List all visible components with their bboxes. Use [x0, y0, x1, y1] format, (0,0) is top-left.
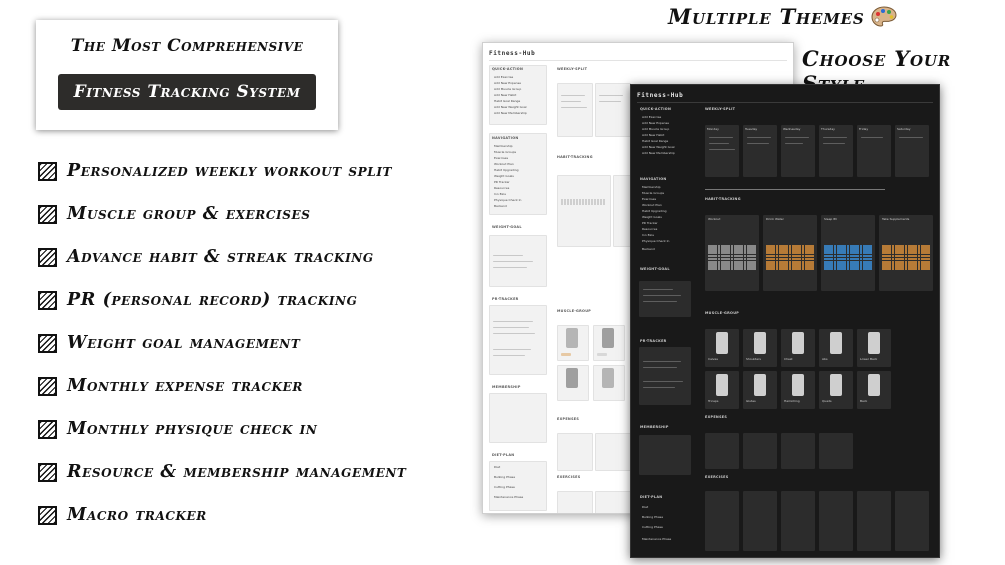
habit-cell[interactable]	[734, 267, 737, 270]
weekday-card	[857, 125, 891, 177]
habit-cell[interactable]	[708, 267, 711, 270]
habit-cell[interactable]	[927, 267, 930, 270]
habit-cell[interactable]	[840, 267, 843, 270]
habit-cell[interactable]	[782, 267, 785, 270]
nav-item[interactable]: Exercises	[642, 197, 657, 201]
habit-cell[interactable]	[898, 267, 901, 270]
habit-streak-grid	[766, 245, 814, 270]
habit-cell[interactable]	[776, 267, 779, 270]
expense-card	[819, 433, 853, 469]
section-title: WEEKLY-SPLIT	[705, 107, 736, 111]
muscle-label: Back	[860, 399, 868, 403]
weekday-card	[557, 83, 593, 137]
weekday-label: Saturday	[897, 127, 911, 131]
habit-cell[interactable]	[863, 267, 866, 270]
habit-cell[interactable]	[837, 267, 840, 270]
sidebar-section-title: QUICK-ACTION	[492, 67, 524, 71]
habit-cell[interactable]	[808, 267, 811, 270]
nav-item[interactable]: Resources	[642, 227, 658, 231]
checkbox-icon	[38, 377, 57, 396]
habit-streak-grid	[882, 245, 930, 270]
exercise-card	[705, 491, 739, 551]
diet-item[interactable]: Maintenance Phase	[642, 537, 672, 541]
exercise-card	[743, 491, 777, 551]
divider	[705, 189, 885, 190]
nav-item[interactable]: PR Tracker	[494, 180, 510, 184]
habit-cell[interactable]	[740, 267, 743, 270]
habit-cell[interactable]	[901, 267, 904, 270]
habit-cell[interactable]	[727, 267, 730, 270]
nav-item[interactable]: Physique Check In	[642, 239, 670, 243]
habit-cell[interactable]	[795, 267, 798, 270]
sidebar-section-title: NAVIGATION	[640, 177, 667, 181]
quick-action-item[interactable]: Add New Expense	[642, 121, 669, 125]
diet-item[interactable]: Cutting Phase	[494, 485, 515, 489]
quick-action-item[interactable]: Add Muscle Group	[642, 127, 670, 131]
diet-item[interactable]: Bulking Phase	[494, 475, 516, 479]
body-figure-icon	[716, 374, 728, 396]
feature-label: Resource & membership management	[67, 462, 407, 482]
habit-cell[interactable]	[885, 267, 888, 270]
habit-label: Sleep 8h	[824, 217, 838, 221]
feature-item	[38, 159, 392, 183]
weekday-card	[705, 125, 739, 177]
checkbox-icon	[38, 463, 57, 482]
body-figure-icon	[830, 332, 842, 354]
checkbox-icon	[38, 506, 57, 525]
tag	[597, 353, 607, 356]
habit-cell[interactable]	[750, 267, 753, 270]
pr-tracker-card	[489, 305, 547, 375]
section-title: WEEKLY-SPLIT	[557, 67, 588, 71]
body-figure-icon	[830, 374, 842, 396]
nav-item[interactable]: Resources	[494, 186, 510, 190]
nav-item[interactable]: Workout Plan	[642, 203, 662, 207]
checkbox-icon	[38, 334, 57, 353]
nav-item[interactable]: Backend	[642, 247, 655, 251]
themes-heading-text: Multiple Themes	[668, 4, 865, 29]
diet-item[interactable]: Bulking Phase	[642, 515, 664, 519]
sidebar-section-title: MEMBERSHIP	[492, 385, 521, 389]
habit-cell[interactable]	[769, 267, 772, 270]
nav-item[interactable]: Weight Goals	[642, 215, 662, 219]
diet-item[interactable]: Diet	[494, 465, 501, 469]
exercise-card	[595, 491, 631, 514]
habit-cell[interactable]	[830, 267, 833, 270]
muscle-label: Abs	[822, 357, 828, 361]
weekday-label: Monday	[707, 127, 719, 131]
quick-action-item[interactable]: Add New Membership	[494, 111, 527, 115]
body-figure-icon	[868, 374, 880, 396]
nav-item[interactable]: PR Tracker	[642, 221, 658, 225]
section-title: EXPENSES	[705, 415, 728, 419]
habit-cell[interactable]	[744, 267, 747, 270]
weekday-card	[895, 125, 929, 177]
sidebar-section-title: PR-TRACKER	[492, 297, 519, 301]
habit-cell[interactable]	[918, 267, 921, 270]
body-figure-icon	[602, 328, 614, 348]
section-title: EXPENSES	[557, 417, 580, 421]
habit-cell[interactable]	[895, 267, 898, 270]
habit-cell[interactable]	[711, 267, 714, 270]
exercise-card	[781, 491, 815, 551]
nav-item[interactable]: Inn Bios	[642, 233, 654, 237]
section-title: MUSCLE-GROUP	[557, 309, 592, 313]
habit-cell[interactable]	[834, 267, 837, 270]
body-figure-icon	[792, 374, 804, 396]
habit-streak-grid	[561, 199, 605, 205]
nav-item[interactable]: Inn Bios	[494, 192, 506, 196]
membership-card	[489, 393, 547, 443]
nav-item[interactable]: Membership	[494, 144, 513, 148]
exercise-card	[857, 491, 891, 551]
body-figure-icon	[566, 368, 578, 388]
feature-label: Muscle group & exercises	[67, 204, 311, 224]
feature-label: Personalized weekly workout split	[67, 161, 393, 181]
weekday-card	[819, 125, 853, 177]
expense-card	[595, 433, 631, 471]
habit-cell[interactable]	[911, 267, 914, 270]
muscle-label: Quads	[822, 399, 832, 403]
muscle-label: Calves	[708, 357, 718, 361]
habit-cell[interactable]	[811, 267, 814, 270]
quick-action-item[interactable]: Habit Goal Range	[642, 139, 669, 143]
nav-item[interactable]: Weight Goals	[494, 174, 514, 178]
muscle-label: Glutes	[746, 399, 756, 403]
quick-action-item[interactable]: Add Muscle Group	[494, 87, 522, 91]
feature-item	[38, 374, 303, 398]
quick-action-item[interactable]: Add New Habit	[494, 93, 517, 97]
section-title: HABIT-TRACKING	[557, 155, 593, 159]
habit-cell[interactable]	[802, 267, 805, 270]
app-title: Fitness-Hub	[489, 50, 536, 57]
divider	[489, 60, 787, 61]
habit-cell[interactable]	[805, 267, 808, 270]
palette-icon	[871, 6, 897, 28]
feature-item	[38, 417, 317, 441]
quick-action-item[interactable]: Add New Membership	[642, 151, 675, 155]
muscle-label: Shoulders	[746, 357, 761, 361]
muscle-label: Hamstring	[784, 399, 800, 403]
checkbox-icon	[38, 205, 57, 224]
habit-cell[interactable]	[888, 267, 891, 270]
habit-cell[interactable]	[724, 267, 727, 270]
section-title: EXERCISES	[557, 475, 581, 479]
expense-card	[705, 433, 739, 469]
section-title: MUSCLE-GROUP	[705, 311, 740, 315]
pr-tracker-card	[639, 347, 691, 405]
body-figure-icon	[716, 332, 728, 354]
habit-cell[interactable]	[798, 267, 801, 270]
weekday-label: Friday	[859, 127, 869, 131]
headline-badge: Fitness Tracking System	[58, 74, 316, 110]
nav-item[interactable]: Habit Upgrading	[642, 209, 667, 213]
sidebar-section-title: DIET-PLAN	[640, 495, 663, 499]
sidebar-section-title: WEIGHT-GOAL	[492, 225, 522, 229]
quick-action-item[interactable]: Add New Weight Goal	[642, 145, 675, 149]
checkbox-icon	[38, 291, 57, 310]
sidebar-section-title: NAVIGATION	[492, 136, 519, 140]
habit-streak-grid	[824, 245, 872, 270]
sidebar-section-title: PR-TRACKER	[640, 339, 667, 343]
feature-item	[38, 288, 357, 312]
weekday-card	[743, 125, 777, 177]
habit-cell[interactable]	[843, 267, 846, 270]
habit-cell[interactable]	[779, 267, 782, 270]
checkbox-icon	[38, 162, 57, 181]
sidebar-section-title: DIET-PLAN	[492, 453, 515, 457]
habit-label: Workout	[708, 217, 721, 221]
exercise-card	[895, 491, 929, 551]
habit-cell[interactable]	[869, 267, 872, 270]
choose-style-heading: Choose Your	[802, 46, 952, 71]
muscle-label: Triceps	[708, 399, 719, 403]
quick-action-item[interactable]: Add Exercise	[642, 115, 662, 119]
habit-cell[interactable]	[753, 267, 756, 270]
checkbox-icon	[38, 248, 57, 267]
habit-cell[interactable]	[737, 267, 740, 270]
feature-label: Advance habit & streak tracking	[67, 247, 374, 267]
feature-label: PR (personal record) tracking	[67, 290, 358, 310]
weekday-card	[781, 125, 815, 177]
nav-item[interactable]: Backend	[494, 204, 507, 208]
nav-item[interactable]: Muscle Groups	[642, 191, 665, 195]
nav-item[interactable]: Membership	[642, 185, 661, 189]
feature-item	[38, 460, 406, 484]
headline-text: The Most Comprehensive	[70, 36, 304, 56]
body-figure-icon	[566, 328, 578, 348]
habit-cell[interactable]	[914, 267, 917, 270]
habit-cell[interactable]	[721, 267, 724, 270]
feature-item	[38, 331, 300, 355]
habit-cell[interactable]	[850, 267, 853, 270]
habit-cell[interactable]	[718, 267, 721, 270]
diet-item[interactable]: Diet	[642, 505, 649, 509]
habit-cell[interactable]	[714, 267, 717, 270]
quick-action-item[interactable]: Add Exercise	[494, 75, 514, 79]
feature-label: Macro tracker	[67, 505, 207, 525]
section-title: EXERCISES	[705, 475, 729, 479]
quick-action-item[interactable]: Habit Goal Range	[494, 99, 521, 103]
habit-cell[interactable]	[905, 267, 908, 270]
habit-cell[interactable]	[924, 267, 927, 270]
habit-cell[interactable]	[892, 267, 895, 270]
habit-cell[interactable]	[772, 267, 775, 270]
feature-label: Weight goal management	[67, 333, 301, 353]
checkbox-icon	[38, 420, 57, 439]
tag	[561, 353, 571, 356]
diet-item[interactable]: Cutting Phase	[642, 525, 663, 529]
habit-cell[interactable]	[847, 267, 850, 270]
habit-cell[interactable]	[853, 267, 856, 270]
habit-cell[interactable]	[766, 267, 769, 270]
muscle-label: Chest	[784, 357, 793, 361]
nav-item[interactable]: Muscle Groups	[494, 150, 517, 154]
body-figure-icon	[792, 332, 804, 354]
habit-label: Drink Water	[766, 217, 784, 221]
quick-action-item[interactable]: Add New Expense	[494, 81, 521, 85]
expense-card	[743, 433, 777, 469]
habit-cell[interactable]	[792, 267, 795, 270]
body-figure-icon	[868, 332, 880, 354]
habit-cell[interactable]	[882, 267, 885, 270]
weight-goal-card	[639, 281, 691, 317]
divider	[637, 102, 933, 103]
exercise-card	[557, 491, 593, 514]
habit-cell[interactable]	[827, 267, 830, 270]
habit-cell[interactable]	[908, 267, 911, 270]
nav-item[interactable]: Exercises	[494, 156, 509, 160]
muscle-label: Lower Back	[860, 357, 878, 361]
dark-theme-preview	[630, 84, 940, 558]
weekday-label: Tuesday	[745, 127, 758, 131]
feature-item	[38, 245, 374, 269]
habit-cell[interactable]	[747, 267, 750, 270]
habit-cell[interactable]	[731, 267, 734, 270]
quick-action-item[interactable]: Add New Habit	[642, 133, 665, 137]
app-title: Fitness-Hub	[637, 92, 684, 99]
section-title: HABIT-TRACKING	[705, 197, 741, 201]
body-figure-icon	[754, 374, 766, 396]
feature-item	[38, 202, 311, 226]
habit-cell[interactable]	[824, 267, 827, 270]
nav-item[interactable]: Habit Upgrading	[494, 168, 519, 172]
expense-card	[557, 433, 593, 471]
weekday-card	[595, 83, 631, 137]
body-figure-icon	[754, 332, 766, 354]
feature-item	[38, 503, 207, 527]
habit-label: Take Supplements	[882, 217, 910, 221]
exercise-card	[819, 491, 853, 551]
feature-label: Monthly physique check in	[67, 419, 318, 439]
habit-cell[interactable]	[785, 267, 788, 270]
weekday-label: Wednesday	[783, 127, 801, 131]
sidebar-section-title: MEMBERSHIP	[640, 425, 669, 429]
title-card	[36, 20, 338, 130]
expense-card	[781, 433, 815, 469]
habit-cell[interactable]	[789, 267, 792, 270]
nav-item[interactable]: Workout Plan	[494, 162, 514, 166]
habit-card	[557, 175, 611, 247]
habit-cell[interactable]	[921, 267, 924, 270]
diet-item[interactable]: Maintenance Phase	[494, 495, 524, 499]
feature-label: Monthly expense tracker	[67, 376, 304, 396]
sidebar-section-title: WEIGHT-GOAL	[640, 267, 670, 271]
habit-cell[interactable]	[866, 267, 869, 270]
habit-streak-grid	[708, 245, 756, 270]
quick-action-item[interactable]: Add New Weight Goal	[494, 105, 527, 109]
weekday-label: Thursday	[821, 127, 835, 131]
sidebar-section-title: QUICK-ACTION	[640, 107, 672, 111]
membership-card	[639, 435, 691, 475]
habit-cell[interactable]	[856, 267, 859, 270]
themes-heading	[668, 4, 897, 29]
nav-item[interactable]: Physique Check In	[494, 198, 522, 202]
habit-cell[interactable]	[860, 267, 863, 270]
body-figure-icon	[602, 368, 614, 388]
